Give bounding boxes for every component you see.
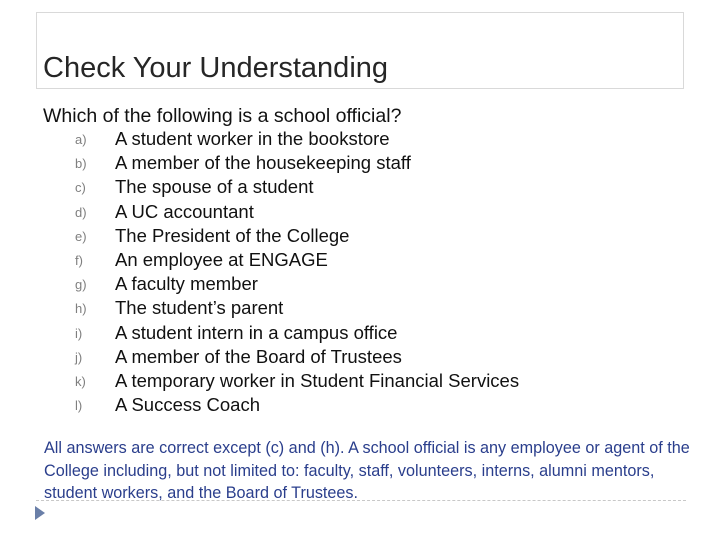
option-text: A member of the Board of Trustees — [115, 345, 402, 367]
list-item — [0, 345, 600, 369]
question-text: Which of the following is a school official? — [43, 105, 402, 127]
option-letter: g) — [75, 277, 87, 293]
option-text: A faculty member — [115, 273, 258, 295]
list-item — [0, 296, 600, 320]
list-item — [0, 175, 600, 199]
option-letter: f) — [75, 252, 83, 268]
option-text: A Success Coach — [115, 394, 260, 416]
option-text: A member of the housekeeping staff — [115, 152, 411, 174]
page-title: Check Your Understanding — [43, 52, 389, 84]
option-letter: c) — [75, 180, 86, 196]
option-letter: e) — [75, 228, 87, 244]
footer-divider — [36, 500, 686, 501]
option-text: A temporary worker in Student Financial Services — [115, 369, 520, 391]
list-item — [0, 321, 600, 345]
option-text: The student’s parent — [115, 297, 284, 319]
option-letter: b) — [75, 156, 87, 172]
list-item — [0, 127, 600, 151]
option-letter: a) — [75, 132, 87, 147]
list-item — [0, 151, 600, 175]
list-item — [0, 224, 600, 248]
list-item — [0, 369, 600, 393]
list-item — [0, 200, 600, 224]
option-text: An employee at ENGAGE — [115, 248, 328, 270]
option-letter: d) — [75, 204, 87, 220]
option-text: A student intern in a campus office — [115, 321, 398, 343]
triangle-bullet-icon — [35, 506, 45, 520]
option-letter: l) — [75, 398, 83, 414]
option-text: A UC accountant — [115, 200, 254, 222]
options-list — [0, 127, 600, 417]
option-text: The President of the College — [115, 224, 350, 246]
list-item — [0, 272, 600, 296]
option-letter: k) — [75, 373, 86, 389]
option-text: The spouse of a student — [115, 176, 314, 198]
answer-explanation: All answers are correct except (c) and (h). A school official is any employee or agent of the College including, but not limited to: faculty, staff, volunteers, interns, alumni mentors, student workers, and the Board of Trustees. — [44, 439, 690, 502]
list-item — [0, 393, 600, 417]
option-letter: h) — [75, 301, 87, 317]
option-letter: j) — [75, 349, 83, 365]
list-item — [0, 248, 600, 272]
option-text: A student worker in the bookstore — [115, 128, 390, 149]
option-letter: i) — [75, 325, 83, 341]
